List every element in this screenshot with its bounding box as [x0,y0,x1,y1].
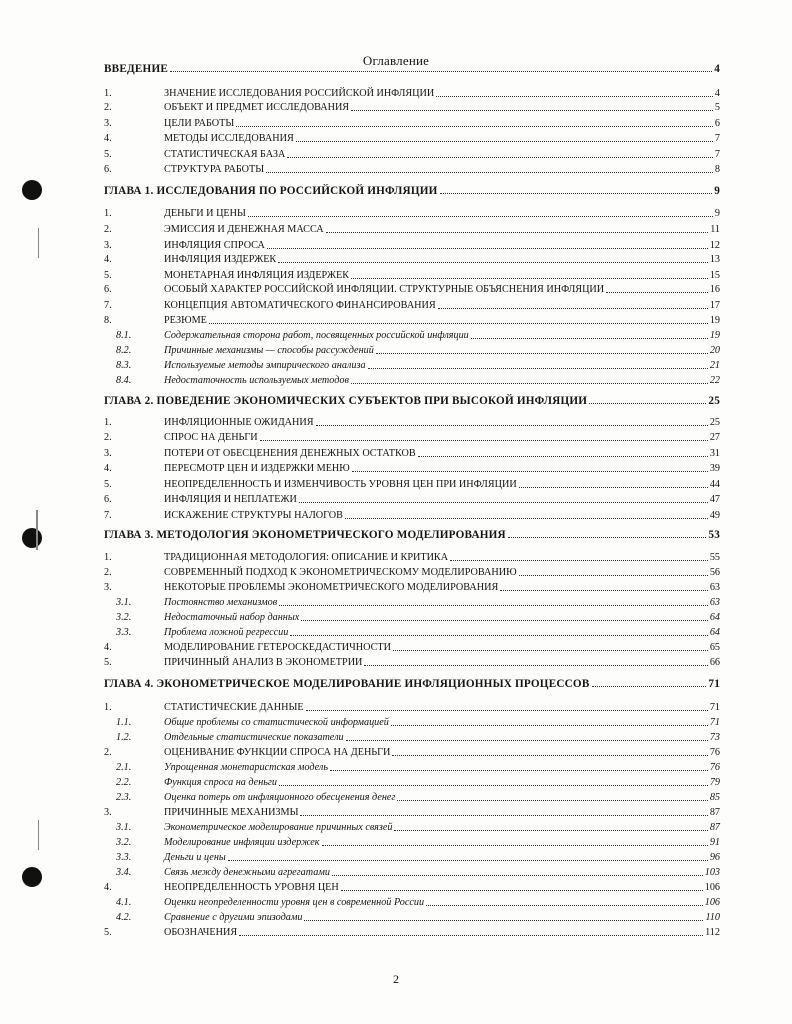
toc-label: ГЛАВА 4. ЭКОНОМЕТРИЧЕСКОЕ МОДЕЛИРОВАНИЕ ИНФЛЯЦИОННЫХ ПРОЦЕССОВ [104,678,590,690]
dot-leader [397,800,707,801]
toc-section-row[interactable] [104,281,720,296]
toc-page-number: 64 [709,612,720,623]
page-title: Оглавление [362,53,430,68]
toc-section-row[interactable] [104,549,720,564]
dot-leader [301,620,708,621]
toc-label: ОБЪЕКТ И ПРЕДМЕТ ИССЛЕДОВАНИЯ [164,102,350,113]
dot-leader [330,770,708,771]
dot-leader [440,193,713,194]
toc-label: ГЛАВА 2. ПОВЕДЕНИЕ ЭКОНОМИЧЕСКИХ СУБЪЕКТОВ ПРИ ВЫСОКОЙ ИНФЛЯЦИИ [104,395,588,407]
toc-label: Отдельные статистические показатели [164,732,344,743]
dot-leader [351,383,708,384]
dot-leader [500,590,708,591]
toc-section-row[interactable] [104,414,720,429]
dot-leader [418,456,708,457]
toc-section-row[interactable] [104,879,720,894]
toc-label: КОНЦЕПЦИЯ АВТОМАТИЧЕСКОГО ФИНАНСИРОВАНИЯ [164,300,436,311]
toc-number: 5. [104,657,112,668]
toc-label: ЦЕЛИ РАБОТЫ [164,118,235,129]
toc-page-number: 39 [709,463,720,474]
toc-page-number: 44 [709,479,720,490]
dot-leader [391,725,708,726]
toc-page-number: 76 [709,762,720,773]
dot-leader [279,785,708,786]
toc-number: 8.2. [116,345,132,356]
dot-leader [376,353,708,354]
toc-section-row[interactable] [104,579,720,594]
toc-number: 4. [104,882,112,893]
toc-number: 6. [104,284,112,295]
toc-label: ИНФЛЯЦИЯ СПРОСА [164,240,265,251]
toc-section-row[interactable] [104,99,720,114]
toc-number: 1.2. [116,732,132,743]
toc-page-number: 19 [709,330,720,341]
toc-number: 4.1. [116,897,132,908]
toc-section-row[interactable] [104,564,720,579]
toc-section-row[interactable] [104,251,720,266]
toc-label: Недостаточность используемых методов [164,375,349,386]
toc-number: 4. [104,254,112,265]
toc-label: ОЦЕНИВАНИЕ ФУНКЦИИ СПРОСА НА ДЕНЬГИ [164,747,391,758]
toc-label: НЕОПРЕДЕЛЕННОСТЬ УРОВНЯ ЦЕН [164,882,339,893]
toc-label: Деньги и цены [164,852,226,863]
toc-page-number: 76 [709,747,720,758]
toc-section-row[interactable] [104,130,720,145]
toc-label: ТРАДИЦИОННАЯ МЕТОДОЛОГИЯ: ОПИСАНИЕ И КРИТИКА [164,552,449,563]
toc-label: МОДЕЛИРОВАНИЕ ГЕТЕРОСКЕДАСТИЧНОСТИ [164,642,392,653]
dot-leader [352,471,708,472]
toc-number: 3.3. [116,852,132,863]
dot-leader [170,71,712,72]
toc-label: ГЛАВА 3. МЕТОДОЛОГИЯ ЭКОНОМЕТРИЧЕСКОГО МОДЕЛИРОВАНИЯ [104,529,506,541]
toc-page-number: 27 [709,432,720,443]
toc-section-row[interactable] [104,115,720,130]
toc-page-number: 66 [709,657,720,668]
toc-number: 7. [104,300,112,311]
toc-label: СПРОС НА ДЕНЬГИ [164,432,258,443]
toc-label: Постоянство механизмов [164,597,278,608]
toc-page-number: 65 [709,642,720,653]
toc-page-number: 7 [714,133,720,144]
toc-section-row[interactable] [104,804,720,819]
toc-subsection-row[interactable] [104,714,720,729]
toc-number: 1.1. [116,717,132,728]
toc-page-number: 53 [708,529,720,541]
dot-leader [450,560,708,561]
dot-leader [364,665,707,666]
dot-leader [345,518,708,519]
toc-number: 3. [104,448,112,459]
page-number: 2 [393,972,399,986]
toc-number: 3.2. [116,837,132,848]
dot-leader [306,710,708,711]
toc-number: 2.2. [116,777,132,788]
toc-label: Содержательная сторона работ, посвященных российской инфляции [164,330,469,341]
toc-label: Оценка потерь от инфляционного обесценения денег [164,792,396,803]
toc-page-number: 85 [709,792,720,803]
toc-label: ПРИЧИННЫЕ МЕХАНИЗМЫ [164,807,299,818]
toc-subsection-row[interactable] [104,789,720,804]
toc-number: 2.1. [116,762,132,773]
toc-label: МОНЕТАРНАЯ ИНФЛЯЦИЯ ИЗДЕРЖЕК [164,270,350,281]
dot-leader [589,403,706,404]
toc-number: 1. [104,417,112,428]
dot-leader [248,216,713,217]
toc-label: Причинные механизмы — способы рассуждений [164,345,374,356]
toc-subsection-row[interactable] [104,909,720,924]
toc-number: 1. [104,702,112,713]
dot-leader [299,502,708,503]
toc-section-row[interactable] [104,476,720,491]
toc-page-number: 106 [704,897,720,908]
toc-subsection-row[interactable] [104,342,720,357]
toc-label: Эконометрическое моделирование причинных связей [164,822,393,833]
toc-section-row[interactable] [104,146,720,161]
toc-number: 5. [104,149,112,160]
toc-page-number: 87 [709,807,720,818]
toc-number: 6. [104,494,112,505]
dot-leader [296,141,713,142]
toc-number: 8.3. [116,360,132,371]
toc-label: ПЕРЕСМОТР ЦЕН И ИЗДЕРЖКИ МЕНЮ [164,463,350,474]
toc-subsection-row[interactable] [104,327,720,342]
toc-label: ИСКАЖЕНИЕ СТРУКТУРЫ НАЛОГОВ [164,510,343,521]
toc-label: РЕЗЮМЕ [164,315,207,326]
toc-section-row[interactable] [104,445,720,460]
toc-chapter-row[interactable] [104,526,720,541]
toc-number: 2. [104,432,112,443]
toc-subsection-row[interactable] [104,834,720,849]
toc-label: ИНФЛЯЦИОННЫЕ ОЖИДАНИЯ [164,417,314,428]
toc-section-row[interactable] [104,654,720,669]
toc-section-row[interactable] [104,924,720,939]
toc-section-row[interactable] [104,297,720,312]
toc-number: 3. [104,582,112,593]
dot-leader [368,368,708,369]
toc-number: 1. [104,208,112,219]
toc-label: Общие проблемы со статистической информацией [164,717,389,728]
toc-label: Связь между денежными агрегатами [164,867,330,878]
toc-number: 8. [104,315,112,326]
dot-leader [304,920,703,921]
toc-page-number: 7 [714,149,720,160]
toc-number: 8.1. [116,330,132,341]
dot-leader [228,860,708,861]
toc-label: Недостаточный набор данных [164,612,300,623]
toc-chapter-row[interactable] [104,182,720,197]
toc-label: Проблема ложной регрессии [164,627,289,638]
toc-page-number: 71 [709,717,720,728]
toc-page-number: 63 [709,582,720,593]
toc-page-number: 71 [709,702,720,713]
toc-label: Моделирование инфляции издержек [164,837,320,848]
toc-page-number: 4 [714,63,720,75]
toc-number: 2. [104,747,112,758]
toc-section-row[interactable] [104,205,720,220]
toc-section-row[interactable] [104,312,720,327]
toc-label: Сравнение с другими эпизодами [164,912,303,923]
toc-subsection-row[interactable] [104,729,720,744]
dot-leader [508,537,707,538]
toc-page-number: 25 [708,395,720,407]
toc-chapter-row[interactable] [104,60,720,75]
toc-label: ГЛАВА 1. ИССЛЕДОВАНИЯ ПО РОССИЙСКОЙ ИНФЛЯЦИИ [104,185,438,197]
toc-section-row[interactable] [104,267,720,282]
dot-leader [260,440,708,441]
toc-section-row[interactable] [104,85,720,100]
dot-leader [392,755,707,756]
toc-page-number: 55 [709,552,720,563]
toc-page-number: 79 [709,777,720,788]
toc-page-number: 49 [709,510,720,521]
dot-leader [290,635,707,636]
dot-leader [267,248,708,249]
toc-page-number: 8 [714,164,720,175]
toc-page-number: 63 [709,597,720,608]
toc-subsection-row[interactable] [104,894,720,909]
toc-section-row[interactable] [104,491,720,506]
toc-label: МЕТОДЫ ИССЛЕДОВАНИЯ [164,133,294,144]
dot-leader [393,650,708,651]
dot-leader [236,126,713,127]
toc-number: 3.3. [116,627,132,638]
toc-section-row[interactable] [104,161,720,176]
toc-number: 2. [104,102,112,113]
toc-number: 5. [104,479,112,490]
toc-section-row[interactable] [104,460,720,475]
toc-subsection-row[interactable] [104,759,720,774]
toc-number: 3.1. [116,822,132,833]
toc-label: Упрощенная монетаристская модель [164,762,328,773]
toc-page-number: 15 [709,270,720,281]
toc-label: ВВЕДЕНИЕ [104,63,169,75]
toc-subsection-row[interactable] [104,357,720,372]
dot-leader [519,487,708,488]
toc-page-number: 106 [704,882,720,893]
toc-number: 4.2. [116,912,132,923]
toc-subsection-row[interactable] [104,594,720,609]
toc-page-number: 25 [709,417,720,428]
toc-subsection-row[interactable] [104,864,720,879]
toc-section-row[interactable] [104,507,720,522]
toc-label: НЕОПРЕДЕЛЕННОСТЬ И ИЗМЕНЧИВОСТЬ УРОВНЯ ЦЕН ПРИ ИНФЛЯЦИИ [164,479,517,490]
toc-page-number: 21 [709,360,720,371]
toc-page-number: 22 [709,375,720,386]
toc-page-number: 9 [714,208,720,219]
toc-label: Функция спроса на деньги [164,777,277,788]
toc-label: ОБОЗНАЧЕНИЯ [164,927,238,938]
dot-leader [209,323,708,324]
toc-section-row[interactable] [104,744,720,759]
toc-subsection-row[interactable] [104,624,720,639]
toc-page-number: 73 [709,732,720,743]
toc-label: ПОТЕРИ ОТ ОБЕСЦЕНЕНИЯ ДЕНЕЖНЫХ ОСТАТКОВ [164,448,416,459]
dot-leader [351,278,708,279]
dot-leader [266,172,713,173]
dot-leader [332,875,703,876]
toc-page-number: 11 [710,224,720,235]
dot-leader [351,110,713,111]
toc-label: ЗНАЧЕНИЕ ИССЛЕДОВАНИЯ РОССИЙСКОЙ ИНФЛЯЦИИ [164,88,435,99]
toc-subsection-row[interactable] [104,819,720,834]
toc-page-number: 12 [709,240,720,251]
toc-section-row[interactable] [104,429,720,444]
toc-number: 7. [104,510,112,521]
toc-number: 3. [104,240,112,251]
toc-subsection-row[interactable] [104,774,720,789]
toc-label: ПРИЧИННЫЙ АНАЛИЗ В ЭКОНОМЕТРИИ [164,657,363,668]
dot-leader [239,935,703,936]
toc-page-number: 5 [714,102,720,113]
toc-page-number: 64 [709,627,720,638]
toc-page-number: 91 [709,837,720,848]
toc-number: 1. [104,552,112,563]
dot-leader [341,890,703,891]
toc-label: СТАТИСТИЧЕСКИЕ ДАННЫЕ [164,702,304,713]
toc-chapter-row[interactable] [104,392,720,407]
toc-number: 3. [104,807,112,818]
toc-page-number: 9 [714,185,720,197]
toc-label: СОВРЕМЕННЫЙ ПОДХОД К ЭКОНОМЕТРИЧЕСКОМУ МОДЕЛИРОВАНИЮ [164,567,517,578]
dot-leader [438,308,708,309]
toc-label: СТРУКТУРА РАБОТЫ [164,164,265,175]
toc-page-number: 71 [708,678,720,690]
dot-leader [519,575,708,576]
toc-number: 3. [104,118,112,129]
dot-leader [592,686,707,687]
dot-leader [300,815,707,816]
toc-number: 4. [104,463,112,474]
toc-page-number: 56 [709,567,720,578]
toc-number: 4. [104,133,112,144]
dot-leader [279,605,708,606]
toc-page-number: 13 [709,254,720,265]
toc-page-number: 19 [709,315,720,326]
toc-page-number: 103 [704,867,720,878]
dot-leader [278,262,708,263]
toc-number: 2. [104,224,112,235]
toc-page-number: 6 [714,118,720,129]
toc-page-number: 31 [709,448,720,459]
dot-leader [436,96,713,97]
toc-section-row[interactable] [104,699,720,714]
toc-label: ОСОБЫЙ ХАРАКТЕР РОССИЙСКОЙ ИНФЛЯЦИИ. СТРУКТУРНЫЕ ОБЪЯСНЕНИЯ ИНФЛЯЦИИ [164,284,605,295]
toc-label: ДЕНЬГИ И ЦЕНЫ [164,208,246,219]
toc-label: ИНФЛЯЦИЯ И НЕПЛАТЕЖИ [164,494,297,505]
toc-label: СТАТИСТИЧЕСКАЯ БАЗА [164,149,286,160]
dot-leader [346,740,708,741]
toc-label: ИНФЛЯЦИЯ ИЗДЕРЖЕК [164,254,277,265]
dot-leader [606,292,708,293]
dot-leader [471,338,708,339]
toc-page-number: 112 [705,927,720,938]
toc-label: Оценки неопределенности уровня цен в современной России [164,897,425,908]
toc-subsection-row[interactable] [104,849,720,864]
toc-label: ЭМИССИЯ И ДЕНЕЖНАЯ МАССА [164,224,324,235]
toc-number: 6. [104,164,112,175]
toc-number: 3.1. [116,597,132,608]
toc-label: НЕКОТОРЫЕ ПРОБЛЕМЫ ЭКОНОМЕТРИЧЕСКОГО МОДЕЛИРОВАНИЯ [164,582,499,593]
toc-page-number: 16 [709,284,720,295]
dot-leader [287,157,713,158]
toc-number: 2. [104,567,112,578]
toc-number: 1. [104,88,112,99]
dot-leader [426,905,703,906]
toc-page-number: 17 [709,300,720,311]
toc-section-row[interactable] [104,221,720,236]
toc-number: 8.4. [116,375,132,386]
toc-subsection-row[interactable] [104,372,720,387]
toc-page-number: 96 [709,852,720,863]
dot-leader [316,425,708,426]
toc-section-row[interactable] [104,237,720,252]
toc-chapter-row[interactable] [104,675,720,690]
toc-number: 5. [104,927,112,938]
toc-page-number: 47 [709,494,720,505]
toc-number: 5. [104,270,112,281]
dot-leader [394,830,707,831]
toc-number: 3.4. [116,867,132,878]
dot-leader [326,232,709,233]
toc-subsection-row[interactable] [104,609,720,624]
toc-page-number: 87 [709,822,720,833]
toc-number: 3.2. [116,612,132,623]
toc-number: 2.3. [116,792,132,803]
toc-page-number: 110 [705,912,720,923]
toc-page-number: 20 [709,345,720,356]
toc-section-row[interactable] [104,639,720,654]
dot-leader [322,845,708,846]
toc-page-number: 4 [714,88,720,99]
toc-label: Используемые методы эмпирического анализа [164,360,366,371]
toc-number: 4. [104,642,112,653]
